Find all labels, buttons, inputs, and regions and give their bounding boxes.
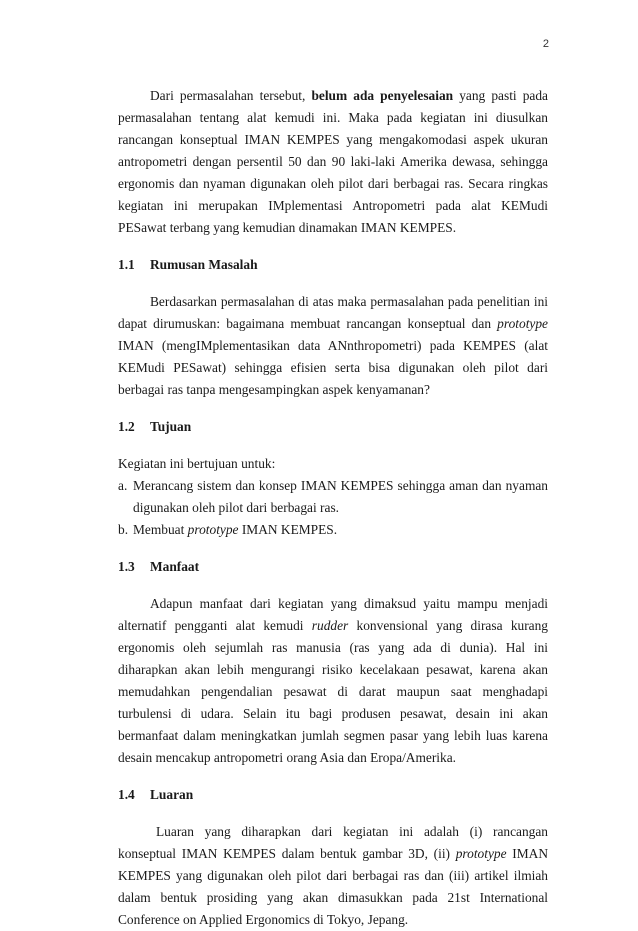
list-marker: a. <box>118 478 128 493</box>
intro-text-post: yang pasti pada permasalahan tentang alat kemudi ini. Maka pada kegiatan ini diusulkan rancangan konseptual IMAN KEMPES yang mengakomodasi aspek ukuran antropometri dengan persentil 50 dan 90 laki-laki Amerika dewasa, sehingga ergonomis dan nyaman digunakan oleh pilot dari berbagai ras. Secara ringkas kegiatan ini merupakan IMplementasi Antropometri pada alat KEMudi PESawat terbang yang kemudian dinamakan IMAN KEMPES. <box>118 88 549 235</box>
list-item <box>118 475 548 519</box>
section-number: 1.2 <box>118 419 135 434</box>
luaran-paragraph <box>118 821 548 931</box>
italic-term: rudder <box>311 618 349 633</box>
page-number: 2 <box>542 38 549 50</box>
italic-term: prototype <box>497 316 548 331</box>
paragraph-text: Berdasarkan permasalahan di atas maka permasalahan pada penelitian ini dapat dirumuskan: bagaimana membuat rancangan konseptual dan <box>118 294 548 331</box>
section-title: Rumusan Masalah <box>150 257 258 272</box>
italic-term: prototype <box>455 846 507 861</box>
paragraph-text: konvensional yang dirasa kurang ergonomis oleh sejumlah ras manusia (ras yang ada di dunia). Hal ini diharapkan akan lebih mengurangi risiko kecelakaan pesawat, karena akan memudahkan pengendalian pesawat di darat maupun saat menghadapi turbulensi di udara. Selain itu bagi produsen pesawat, desain ini akan bermanfaat dalam meningkatkan jumlah segmen pasar yang lebih luas karena desain mencakup antropometri orang Asia dan Eropa/Amerika. <box>118 618 549 765</box>
tujuan-list <box>118 475 548 541</box>
section-heading-tujuan <box>118 416 548 438</box>
list-item-text: IMAN KEMPES. <box>238 522 338 537</box>
intro-text-pre: Dari permasalahan tersebut, <box>150 88 312 103</box>
paragraph-text: Luaran yang diharapkan dari kegiatan ini adalah (i) rancangan konseptual IMAN KEMPES dalam bentuk gambar 3D, (ii) <box>118 824 548 861</box>
list-item-text: Merancang sistem dan konsep IMAN KEMPES sehingga aman dan nyaman digunakan oleh pilot dari berbagai ras. <box>133 478 548 515</box>
section-title: Manfaat <box>150 559 200 574</box>
rumusan-masalah-paragraph <box>118 291 548 401</box>
section-heading-rumusan-masalah <box>118 254 548 276</box>
section-heading-manfaat <box>118 556 548 578</box>
italic-term: prototype <box>187 522 239 537</box>
list-marker: b. <box>118 522 129 537</box>
section-number: 1.3 <box>118 559 135 574</box>
list-item-text: Membuat <box>133 522 188 537</box>
section-number: 1.4 <box>118 787 135 802</box>
document-body <box>118 85 548 931</box>
section-number: 1.1 <box>118 257 135 272</box>
tujuan-lead: Kegiatan ini bertujuan untuk: <box>118 456 276 471</box>
manfaat-paragraph <box>118 593 548 769</box>
section-heading-luaran <box>118 784 548 806</box>
paragraph-text: Adapun manfaat dari kegiatan yang dimaksud yaitu mampu menjadi alternatif pengganti alat kemudi <box>118 596 548 633</box>
section-title: Luaran <box>150 787 194 802</box>
section-title: Tujuan <box>150 419 192 434</box>
intro-paragraph <box>118 85 548 239</box>
list-item <box>118 519 548 541</box>
paragraph-text: IMAN KEMPES yang digunakan oleh pilot dari berbagai ras dan (iii) artikel ilmiah dalam bentuk prosiding yang akan dimasukkan pada 21st International Conference on Applied Ergonomics di Tokyo, Jepang. <box>118 846 548 927</box>
paragraph-text: IMAN (mengIMplementasikan data ANnthropometri) pada KEMPES (alat KEMudi PESawat) sehingga efisien serta bisa digunakan oleh pilot dari berbagai ras tanpa mengesampingkan aspek kenyamanan? <box>118 338 548 397</box>
intro-bold-phrase: belum ada penyelesaian <box>311 88 454 103</box>
